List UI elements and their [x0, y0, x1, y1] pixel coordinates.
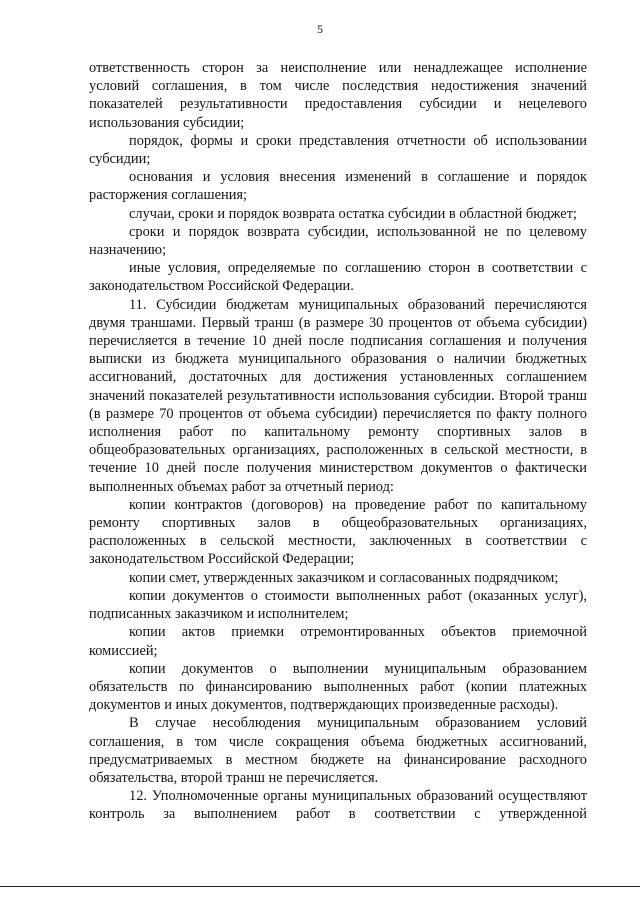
bottom-rule [0, 886, 640, 887]
paragraph-misuse-return: сроки и порядок возврата субсидии, использованной не по целевому назначению; [89, 223, 587, 259]
paragraph-financing-documents: копии документов о выполнении муниципальным образованием обязательств по финансированию выполненных работ (копии платежных документов и иных документов, подтверждающих произведенные расходы). [89, 660, 587, 714]
paragraph-noncompliance: В случае несоблюдения муниципальным образованием условий соглашения, в том числе сокращения объема бюджетных ассигнований, предусматриваемых в местном бюджете на финансирование расходного обязательства, второй транш не перечисляется. [89, 715, 587, 786]
paragraph-other-conditions: иные условия, определяемые по соглашению сторон в соответствии с законодательством Российской Федерации. [89, 260, 587, 295]
paragraph-liability: ответственность сторон за неисполнение или ненадлежащее исполнение условий соглашения, в том числе последствия недостижения значений показателей результативности предоставления субсидии и нецелевого использования субсидии; [89, 60, 587, 131]
paragraph-contract-copies: копии контрактов (договоров) на проведение работ по капитальному ремонту спортивных залов в общеобразовательных организациях, расположенных в сельской местности, заключенных в соответствии с законодательством Российской Федерации; [89, 496, 587, 568]
paragraph-section-12: 12. Уполномоченные органы муниципальных образований осуществляют контроль за выполнением работ в соответствии с утвержденной [89, 788, 587, 823]
paragraph-acceptance-acts: копии актов приемки отремонтированных объектов приемочной комиссией; [89, 624, 587, 659]
paragraph-estimate-copies: копии смет, утвержденных заказчиком и согласованных подрядчиком; [129, 569, 559, 586]
paragraph-cost-documents: копии документов о стоимости выполненных работ (оказанных услуг), подписанных заказчиком и исполнителем; [89, 587, 587, 623]
page-number: 5 [317, 22, 323, 36]
paragraph-section-11: 11. Субсидии бюджетам муниципальных образований перечисляются двумя траншами. Первый транш (в размере 30 процентов от объема субсидии) перечисляется в течение 10 дней после подписания соглашения и получения выписки из бюджета муниципального образования о наличии бюджетных ассигнований, достаточных для достижения установленных соглашением значений показателей результативности использования субсидии. Второй транш (в размере 70 процентов от объема субсидии) перечисляется по факту полного исполнения работ по капитальному ремонту спортивных залов в общеобразовательных организациях, расположенных в сельской местности, в течение 10 дней после получения министерством документов о фактически выполненных объемах работ за отчетный период: [89, 296, 587, 495]
document-body [89, 59, 587, 824]
paragraph-remainder-return: случаи, сроки и порядок возврата остатка субсидии в областной бюджет; [129, 205, 577, 222]
paragraph-amendments: основания и условия внесения изменений в соглашение и порядок расторжения соглашения; [89, 169, 587, 204]
paragraph-reporting: порядок, формы и сроки представления отчетности об использовании субсидии; [89, 132, 587, 168]
